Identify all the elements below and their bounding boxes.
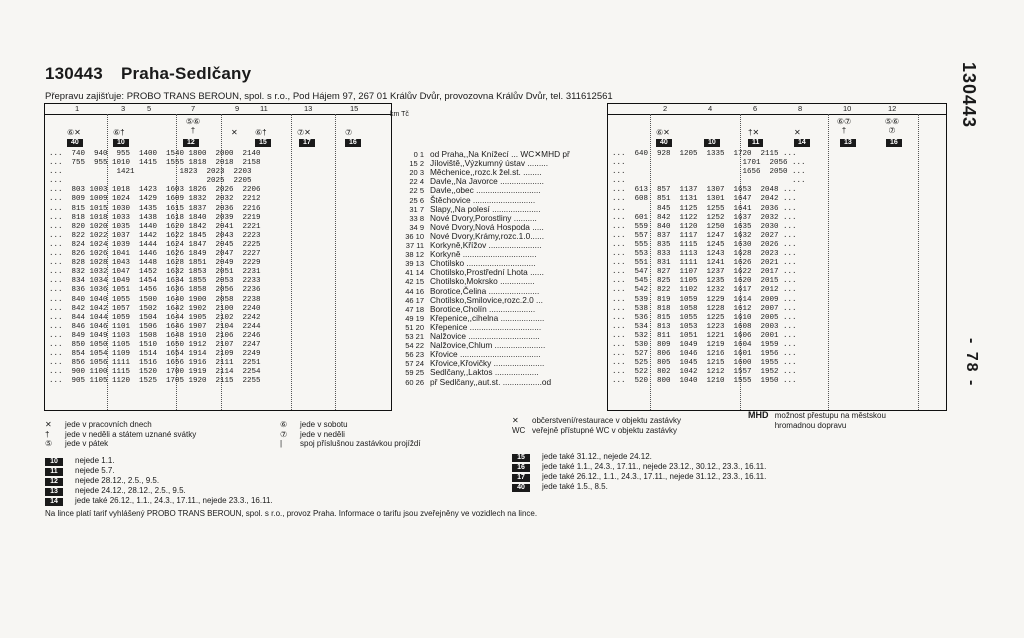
train-number: 1 [75, 104, 80, 113]
time-row: ... 640 928 1205 1335 1720 2115 ... [612, 150, 797, 158]
station-name: př Sedlčany,,aut.st. .................od [430, 376, 552, 387]
station-name: Nalžovice ............................... [430, 331, 540, 341]
time-row: ... 545 825 1105 1235 1620 2015 ... [612, 277, 797, 286]
service-symbol: ✕ [794, 128, 801, 137]
time-row: ... 856 1056 1111 1516 1656 1916 2111 2251 [49, 359, 261, 368]
notes-right [512, 452, 766, 492]
station-name: Nové Dvory,Nová Hospoda ..... [430, 221, 544, 232]
station-km: 42 15 [405, 277, 424, 287]
station-name: Davle,,Na Javorce ................... [430, 176, 544, 187]
time-row: ... 1421 1823 2023 2203 [49, 168, 252, 177]
time-row: ... 538 818 1058 1228 1612 2007 ... [612, 304, 797, 313]
time-row: ... 840 1040 1055 1500 1640 1900 2058 2238 [49, 295, 261, 304]
note-item [512, 482, 766, 492]
time-row: ... 845 1125 1255 1641 2036 ... [612, 204, 797, 213]
time-row: ... 1656 2050 ... [612, 168, 806, 177]
time-row: ... 809 1009 1024 1429 1609 1832 2032 2212 [49, 195, 261, 204]
service-symbol: ⑤⑥ † [185, 117, 201, 135]
note-code: 16 [512, 464, 530, 472]
note-code: 14 [45, 498, 63, 506]
time-row: ... 1701 2056 ... [612, 159, 806, 168]
train-number: 6 [753, 104, 758, 113]
legend-text: jede v neděli a státem uznané svátky [65, 429, 197, 439]
station-name: Slapy,,Na polesí ..................... [430, 203, 541, 214]
note-item [45, 466, 273, 476]
legend-symbol-icon: ⑦ [280, 429, 288, 439]
station-name: Křovice,Křovičky ...................... [430, 358, 545, 369]
legend-symbol-icon: ⑥ [280, 420, 288, 429]
service-symbol: ⑥✕ [656, 128, 670, 137]
legend-item [280, 420, 421, 430]
train-number: 15 [350, 104, 359, 113]
note-badge: 14 [794, 139, 810, 147]
station-km: 41 14 [405, 268, 424, 278]
service-symbol: ⑥⑦ † [836, 117, 852, 135]
note-code: 15 [512, 454, 530, 462]
station-name: Sedlčany,,Laktos ................... [430, 367, 539, 378]
time-row: ... 818 1018 1033 1438 1618 1840 2039 2219 [49, 213, 261, 222]
train-number: 13 [304, 104, 313, 113]
station-km: 15 2 [409, 159, 424, 169]
time-row: ... 755 955 1010 1415 1555 1818 2018 2158 [49, 159, 261, 168]
note-badge: 16 [886, 139, 902, 147]
station-name: Davle,,obec ............................ [430, 185, 541, 196]
legend-symbol-icon: † [45, 429, 50, 439]
time-row: ... 836 1036 1051 1456 1636 1858 2056 2236 [49, 286, 261, 295]
note-text: jede také 26.12., 1.1., 24.3., 17.11., nejede 31.12., 23.3., 16.11. [542, 472, 767, 481]
time-row: ... 832 1032 1047 1452 1632 1853 2051 2231 [49, 268, 261, 277]
station-km: 54 22 [405, 341, 424, 351]
note-badge: 10 [113, 139, 129, 147]
time-row: ... 905 1105 1120 1525 1705 1920 2115 2255 [49, 377, 261, 386]
notes-left [45, 456, 273, 506]
note-text: nejede 24.12., 28.12., 2.5., 9.5. [75, 486, 186, 495]
page-title [45, 64, 251, 84]
station-name: Křepenice,,cihelna ................... [430, 312, 545, 323]
note-badge: 15 [255, 139, 271, 147]
service-symbol: ⑤⑥ ⑦ [884, 117, 900, 135]
legend-item [45, 430, 196, 440]
train-number: 7 [191, 104, 196, 113]
station-km: 0 1 [413, 150, 424, 159]
train-number: 5 [147, 104, 152, 113]
station-name: Chotilsko,Prostřední Lhota ...... [430, 267, 544, 278]
note-item [45, 496, 273, 506]
note-item [512, 462, 766, 472]
station-name: Chotilsko,Mokrsko ............... [430, 276, 535, 287]
train-number: 9 [235, 104, 240, 113]
service-symbol: ⑥✕ [67, 128, 81, 137]
time-row: ... 551 831 1111 1241 1626 2021 ... [612, 259, 797, 268]
note-item [45, 486, 273, 496]
legend-symbol-icon: | [280, 439, 283, 448]
note-item [45, 476, 273, 486]
time-row: ... 815 1015 1030 1435 1615 1837 2036 2216 [49, 204, 261, 213]
note-item [512, 452, 766, 462]
train-number: 10 [843, 104, 852, 113]
note-text: jede také 1.1., 24.3., 17.11., nejede 23.12., 30.12., 23.3., 16.11. [542, 462, 767, 471]
note-code: 17 [512, 474, 530, 482]
time-row: ... 542 822 1102 1232 1617 2012 ... [612, 286, 797, 295]
train-number: 11 [260, 104, 268, 113]
time-row: ... 854 1054 1109 1514 1654 1914 2109 2249 [49, 350, 261, 359]
time-row: ... 849 1049 1103 1508 1648 1910 2106 2246 [49, 331, 261, 340]
station-name: Křepenice ............................... [430, 321, 542, 332]
legend-item [512, 426, 681, 436]
note-text: nejede 28.12., 2.5., 9.5. [75, 476, 160, 485]
station-km: 22 4 [409, 177, 424, 187]
station-name: Nové Dvory,Krámy,rozc.1.0...... [430, 230, 545, 241]
legend-text: jede v pátek [65, 439, 109, 448]
note-badge: 17 [299, 139, 315, 147]
station-km: 37 11 [405, 241, 424, 250]
time-row: ... 520 800 1040 1210 1555 1950 ... [612, 377, 797, 386]
note-badge: 13 [840, 139, 856, 147]
time-row: ... 534 813 1053 1223 1608 2003 ... [612, 322, 797, 331]
station-name: Chotilsko,Smilovice,rozc.2.0 ... [430, 294, 543, 305]
legend-symbol-icon: ⑤ [45, 439, 53, 448]
time-row: ... 613 857 1137 1307 1653 2048 ... [612, 186, 797, 195]
station-km: 39 13 [405, 259, 424, 269]
note-code: 11 [45, 468, 63, 476]
side-line-code: 130443 [959, 62, 979, 129]
station-km: 31 7 [409, 204, 424, 214]
note-text: nejede 5.7. [75, 466, 115, 475]
station-name: Nalžovice,Chlum ...................... [430, 340, 546, 351]
train-number-header [608, 104, 946, 115]
station-km: 47 18 [405, 304, 424, 314]
station-km: 20 3 [409, 168, 424, 178]
legend-text: veřejně přístupné WC v objektu zastávky [532, 425, 677, 435]
legend-item [45, 420, 196, 430]
legend-item [280, 439, 421, 449]
mhd-label: MHD [748, 410, 769, 420]
note-item [512, 472, 766, 482]
time-row: ... 557 837 1117 1247 1632 2027 ... [612, 231, 797, 240]
legend-symbol-icon: ✕ [45, 420, 52, 429]
time-row: ... 826 1026 1041 1446 1626 1849 2047 2227 [49, 250, 261, 259]
station-km: 44 16 [405, 286, 424, 296]
note-badge: 12 [183, 139, 199, 147]
service-symbol: ⑥† [255, 128, 267, 137]
service-symbol: ✕ [231, 128, 238, 137]
station-name: Borotice,Čelina ...................... [430, 285, 540, 296]
station-name: Korkyně,Křížov ....................... [430, 240, 542, 250]
legend-right [512, 416, 681, 435]
station-km: 33 8 [409, 213, 424, 223]
time-row: ... 2025 2205 [49, 177, 252, 186]
time-row: ... 608 851 1131 1301 1647 2042 ... [612, 195, 797, 204]
legend-item [512, 416, 681, 426]
legend-left [45, 420, 196, 449]
train-number: 8 [798, 104, 803, 113]
service-symbol: ⑥† [113, 128, 125, 137]
time-row: ... ... [612, 177, 806, 186]
note-badge: 40 [656, 139, 672, 147]
legend-item [45, 439, 196, 449]
note-badge: 10 [704, 139, 720, 147]
train-number: 2 [663, 104, 668, 113]
time-row: ... 850 1050 1105 1510 1650 1912 2107 2247 [49, 340, 261, 349]
station-km: 60 26 [405, 377, 424, 387]
time-row: ... 530 809 1049 1219 1604 1959 ... [612, 340, 797, 349]
tariff-footer: Na lince platí tarif vyhlášený PROBO TRANS BEROUN, spol. s r.o., provoz Praha. Informace o tarifu jsou zveřejněny ve vozidlech na lince. [45, 509, 538, 518]
time-row: ... 844 1044 1059 1504 1644 1905 2102 2242 [49, 313, 261, 322]
station-km: 38 12 [405, 250, 424, 260]
time-row: ... 828 1028 1043 1448 1628 1851 2049 2229 [49, 259, 261, 268]
station-name: Nové Dvory,Porostliny .......... [430, 212, 537, 223]
legend-text: jede v neděli [300, 429, 345, 439]
service-symbol: ⑦ [345, 128, 353, 137]
train-number-header [45, 104, 391, 115]
time-row: ... 532 811 1051 1221 1606 2001 ... [612, 331, 797, 340]
note-code: 40 [512, 484, 530, 492]
time-row: ... 522 802 1042 1212 1557 1952 ... [612, 368, 797, 377]
station-name: Jíloviště,,Výzkumný ústav ......... [430, 158, 549, 169]
km-header: km Tč [390, 111, 409, 118]
legend-text: spoj příslušnou zastávkou projíždí [300, 439, 421, 448]
time-row: ... 601 842 1122 1252 1637 2032 ... [612, 213, 797, 222]
station-km: 57 24 [405, 359, 424, 369]
service-symbol: ⑦✕ [297, 128, 311, 137]
time-row: ... 559 840 1120 1250 1635 2030 ... [612, 222, 797, 231]
legend-text: jede v pracovních dnech [65, 420, 152, 429]
station-name: Křovice ................................... [430, 349, 541, 360]
page-number: - 78 - [963, 338, 980, 388]
time-row: ... 527 806 1046 1216 1601 1956 ... [612, 350, 797, 359]
time-row: ... 803 1003 1018 1423 1603 1826 2026 2206 [49, 186, 261, 195]
train-number: 3 [121, 104, 126, 113]
note-code: 10 [45, 458, 63, 466]
station-name: od Praha,,Na Knížecí ... WC✕MHD př [430, 149, 570, 159]
time-row: ... 842 1042 1057 1502 1642 1902 2100 2240 [49, 304, 261, 313]
station-km: 46 17 [405, 295, 424, 305]
note-code: 13 [45, 488, 63, 496]
note-text: nejede 1.1. [75, 456, 115, 465]
note-item [45, 456, 273, 466]
time-row: ... 553 833 1113 1243 1628 2023 ... [612, 250, 797, 259]
timetable-inbound [607, 103, 947, 411]
time-row: ... 900 1100 1115 1520 1700 1919 2114 2254 [49, 368, 261, 377]
line-number: 130443 [45, 64, 103, 83]
time-row: ... 555 835 1115 1245 1630 2026 ... [612, 240, 797, 249]
note-code: 12 [45, 478, 63, 486]
station-row [396, 377, 551, 387]
station-name: Štěchovice ........................... [430, 194, 536, 205]
timetable-outbound [44, 103, 392, 411]
note-badge: 40 [67, 139, 83, 147]
time-row: ... 846 1046 1101 1506 1646 1907 2104 2244 [49, 322, 261, 331]
station-km: 59 25 [405, 368, 424, 378]
time-row: ... 820 1020 1035 1440 1620 1842 2041 2221 [49, 222, 261, 231]
service-symbol: †✕ [748, 128, 760, 137]
station-km: 36 10 [405, 231, 424, 241]
time-row: ... 740 940 955 1400 1540 1800 2000 2140 [49, 150, 261, 158]
station-name: Borotice,Cholín .................... [430, 303, 536, 314]
legend-symbol-icon: ✕ [512, 416, 519, 425]
operator-info: Přepravu zajišťuje: PROBO TRANS BEROUN, spol. s r.o., Pod Hájem 97, 267 01 Králův Dvůr, provozovna Králův Dvůr, tel. 311612561 [45, 91, 613, 102]
time-row: ... 834 1034 1049 1454 1634 1855 2053 2233 [49, 277, 261, 286]
departure-times [612, 150, 806, 386]
note-badge: 11 [748, 139, 763, 147]
train-number: 12 [888, 104, 897, 113]
note-text: jede také 26.12., 1.1., 24.3., 17.11., nejede 23.3., 16.11. [75, 496, 273, 505]
station-km: 53 21 [405, 332, 424, 341]
station-name: Chotilsko .............................. [430, 258, 536, 269]
time-row: ... 539 819 1059 1229 1614 2009 ... [612, 295, 797, 304]
note-text: jede také 31.12., nejede 24.12. [542, 452, 652, 461]
time-row: ... 822 1022 1037 1442 1622 1845 2043 2223 [49, 231, 261, 240]
station-km: 22 5 [409, 186, 424, 196]
time-row: ... 525 805 1045 1215 1600 1955 ... [612, 359, 797, 368]
line-name: Praha-Sedlčany [120, 64, 252, 83]
legend-symbol-icon: WC [512, 425, 526, 435]
time-row: ... 536 815 1055 1225 1610 2005 ... [612, 313, 797, 322]
station-km: 25 6 [409, 195, 424, 205]
departure-times [49, 150, 261, 386]
station-km: 51 20 [405, 322, 424, 332]
time-row: ... 547 827 1107 1237 1622 2017 ... [612, 268, 797, 277]
note-text: jede také 1.5., 8.5. [542, 482, 608, 491]
mhd-text: možnost přestupu na městskou hromadnou dopravu [774, 411, 886, 430]
train-number: 4 [708, 104, 713, 113]
note-badge: 16 [345, 139, 361, 147]
station-name: Korkyně ................................ [430, 249, 537, 260]
time-row: ... 824 1024 1039 1444 1624 1847 2045 2225 [49, 240, 261, 249]
legend-text: občerstvení/restaurace v objektu zastávky [532, 416, 681, 425]
legend-item [280, 430, 421, 440]
station-km: 56 23 [405, 350, 424, 360]
legend-text: jede v sobotu [300, 420, 348, 429]
station-name: Měchenice,,rozc.k žel.st. ........ [430, 167, 542, 178]
legend-middle [280, 420, 421, 449]
mhd-legend [748, 411, 915, 430]
station-km: 49 19 [405, 313, 424, 323]
station-km: 34 9 [409, 222, 424, 232]
